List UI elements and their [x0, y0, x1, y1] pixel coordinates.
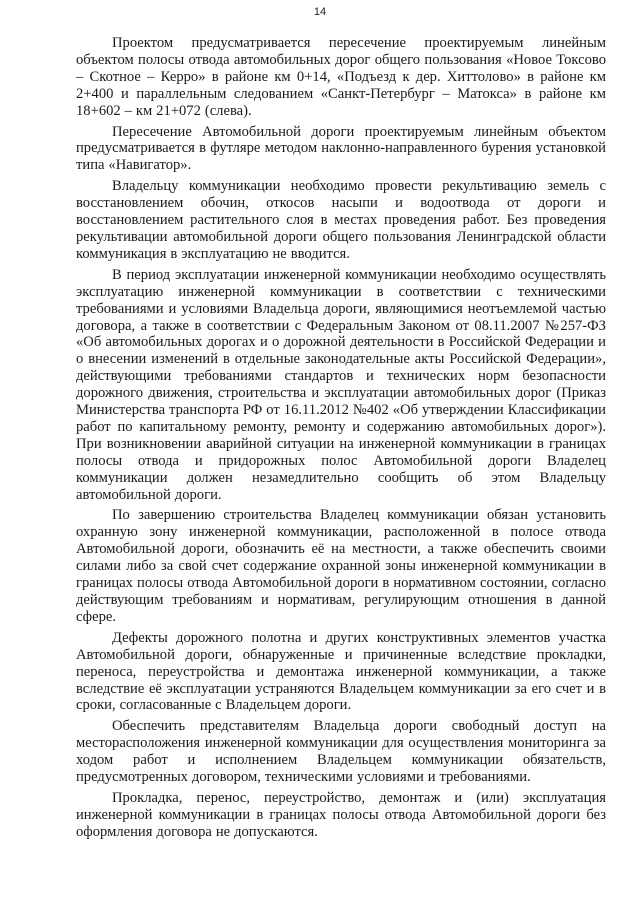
paragraph-access: Обеспечить представителям Владельца дороги свободный доступ на месторасположения инженерной коммуникации для осуществления мониторинга за ходом работ и исполнением Владельцем коммуникации обязательств, предусмотренных договором, техническими условиями и требованиями. [76, 718, 606, 786]
page-number: 14 [313, 6, 327, 18]
paragraph-contract-required: Прокладка, перенос, переустройство, демонтаж и (или) эксплуатация инженерной коммуникации в границах полосы отвода Автомобильной дороги без оформления договора не допускаются. [76, 789, 606, 840]
paragraph-crossing-method: Пересечение Автомобильной дороги проектируемым линейным объектом предусматривается в футляре методом наклонно-направленного бурения установкой типа «Навигатор». [76, 123, 606, 174]
paragraph-defects: Дефекты дорожного полотна и других конструктивных элементов участка Автомобильной дороги, обнаруженные и причиненные вследствие прокладки, переноса, переустройства и демонтажа инженерной коммуникации, а также вследствие её эксплуатации устраняются Владельцем коммуникации за его счет и в сроки, согласованные с Владельцем дороги. [76, 629, 606, 714]
document-body [76, 35, 606, 845]
paragraph-protection-zone: По завершению строительства Владелец коммуникации обязан установить охранную зону инженерной коммуникации, расположенной в полосе отвода Автомобильной дороги, обозначить её на местности, а также обеспечить своими силами либо за свой счет содержание охранной зоны инженерной коммуникации в границах полосы отвода Автомобильной дороги в нормативном состоянии, согласно действующим требованиям и нормативам, регулирующим отношения в данной сфере. [76, 507, 606, 625]
paragraph-operation-requirements: В период эксплуатации инженерной коммуникации необходимо осуществлять эксплуатацию инженерной коммуникации в соответствии с техническими требованиями и условиями Владельца дороги, являющимися неотъемлемой частью договора, а также в соответствии с Федеральным Законом от 08.11.2007 №257-ФЗ «Об автомобильных дорогах и о дорожной деятельности в Российской Федерации и о внесении изменений в отдельные законодательные акты Российской Федерации», действующими требованиями стандартов и технических норм безопасности дорожного движения, строительства и эксплуатации автомобильных дорог (Приказ Министерства транспорта РФ от 16.11.2012 №402 «Об утверждении Классификации работ по капитальному ремонту, ремонту и содержанию автомобильных дорог»). При возникновении аварийной ситуации на инженерной коммуникации в границах полосы отвода и придорожных полос Автомобильной дороги Владелец коммуникации должен незамедлительно сообщить об этом Владельцу автомобильной дороги. [76, 266, 606, 503]
paragraph-recultivation: Владельцу коммуникации необходимо провести рекультивацию земель с восстановлением обочин, откосов насыпи и водоотвода от дороги и восстановлением растительного слоя в местах проведения работ. Без проведения рекультивации автомобильной дороги общего пользования Ленинградской области коммуникация в эксплуатацию не вводится. [76, 178, 606, 262]
paragraph-crossing-overview: Проектом предусматривается пересечение проектируемым линейным объектом полосы отвода автомобильных дорог общего пользования «Новое Токсово – Скотное – Керро» в районе км 0+14, «Подъезд к дер. Хиттолово» в районе км 2+400 и параллельным следованием «Санкт-Петербург – Матокса» в районе км 18+602 – км 21+072 (слева). [76, 35, 606, 119]
